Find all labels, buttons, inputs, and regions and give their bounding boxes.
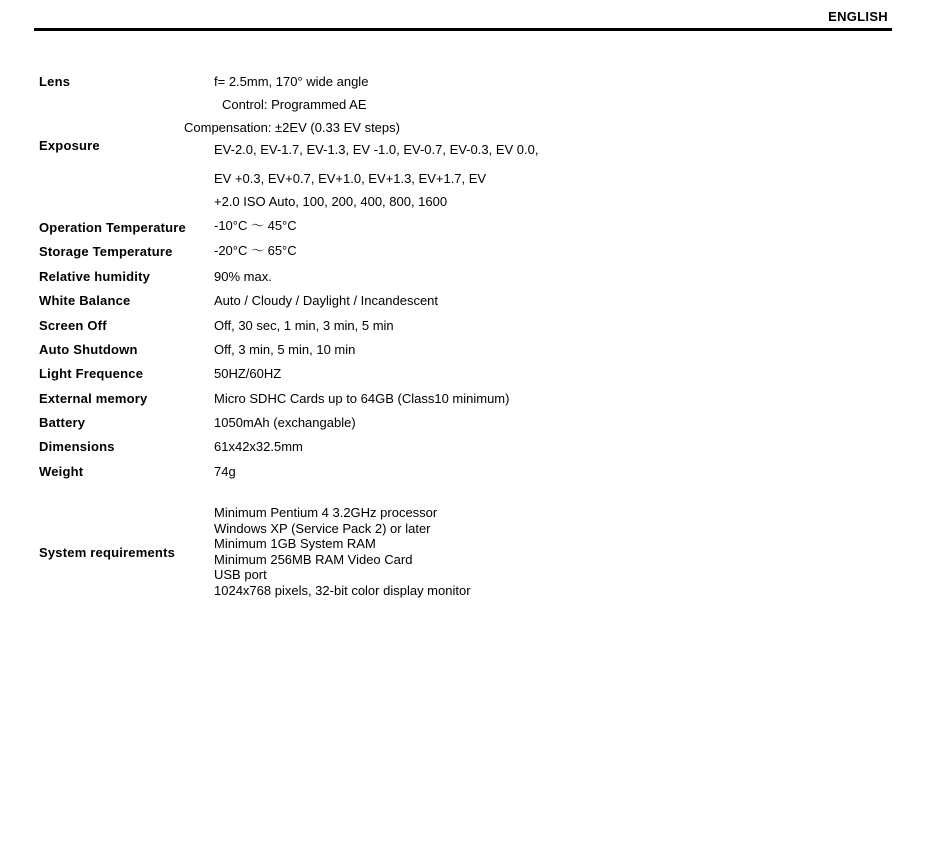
auto-shutdown-label: Auto Shutdown [39, 342, 138, 357]
relative-humidity-label: Relative humidity [39, 269, 151, 284]
screen-off-label: Screen Off [39, 318, 107, 333]
dimensions-label: Dimensions [39, 439, 115, 454]
auto-shutdown-value: Off, 3 min, 5 min, 10 min [214, 342, 356, 357]
external-memory-label: External memory [39, 391, 148, 406]
system-requirement-item: Minimum 256MB RAM Video Card [214, 551, 413, 567]
screen-off-value: Off, 30 sec, 1 min, 3 min, 5 min [214, 318, 394, 333]
external-memory-value: Micro SDHC Cards up to 64GB (Class10 minimum) [214, 391, 510, 406]
light-frequence-value: 50HZ/60HZ [214, 366, 282, 381]
battery-label: Battery [39, 415, 86, 430]
operation-temperature-value: -10°C ～ 45°C [214, 218, 297, 233]
system-requirement-item: USB port [214, 567, 267, 583]
operation-temperature-label: Operation Temperature [39, 220, 186, 235]
lens-label: Lens [39, 74, 71, 89]
exposure-steps-line-1: EV-2.0, EV-1.7, EV-1.3, EV -1.0, EV-0.7, EV-0.3, EV 0.0, [214, 142, 539, 157]
system-requirements-list [214, 505, 471, 599]
exposure-steps-line-3: +2.0 ISO Auto, 100, 200, 400, 800, 1600 [214, 194, 448, 209]
language-label: ENGLISH [828, 9, 888, 24]
relative-humidity-value: 90% max. [214, 269, 272, 284]
system-requirement-item: Minimum Pentium 4 3.2GHz processor [214, 505, 438, 520]
system-requirement-item: Windows XP (Service Pack 2) or later [214, 520, 431, 536]
white-balance-label: White Balance [39, 293, 131, 308]
exposure-steps-line-2: EV +0.3, EV+0.7, EV+1.0, EV+1.3, EV+1.7, EV [214, 171, 487, 186]
exposure-compensation: Compensation: ±2EV (0.33 EV steps) [184, 120, 400, 135]
storage-temperature-label: Storage Temperature [39, 244, 173, 259]
weight-label: Weight [39, 464, 84, 479]
white-balance-value: Auto / Cloudy / Daylight / Incandescent [214, 293, 439, 308]
battery-value: 1050mAh (exchangable) [214, 415, 356, 430]
exposure-label: Exposure [39, 138, 100, 153]
system-requirement-item: Minimum 1GB System RAM [214, 536, 376, 552]
system-requirements-label: System requirements [39, 545, 176, 560]
dimensions-value: 61x42x32.5mm [214, 439, 303, 454]
system-requirement-item: 1024x768 pixels, 32-bit color display monitor [214, 582, 471, 598]
lens-value: f= 2.5mm, 170° wide angle [214, 74, 369, 89]
light-frequence-label: Light Frequence [39, 366, 144, 381]
storage-temperature-value: -20°C ～ 65°C [214, 243, 297, 258]
header-divider [34, 28, 892, 31]
exposure-control: Control: Programmed AE [222, 97, 367, 112]
weight-value: 74g [214, 464, 236, 479]
